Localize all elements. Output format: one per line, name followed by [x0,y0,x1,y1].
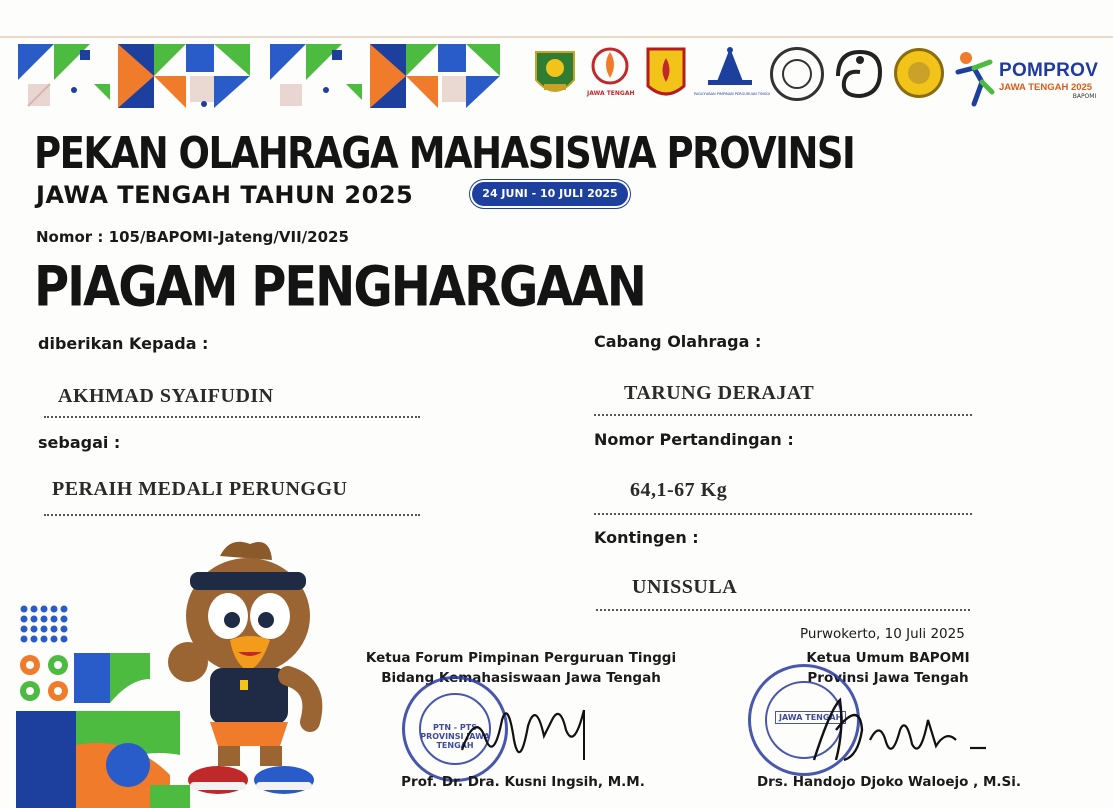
contingent-dotted-line [596,609,970,611]
place-date: Purwokerto, 10 Juli 2025 [800,626,965,642]
right-stamp: JAWA TENGAH [748,664,860,776]
right-signer-title-1: Ketua Umum BAPOMI [806,650,970,666]
jawa-tengah-emblem-icon [532,46,578,102]
as-value: PERAIH MEDALI PERUNGGU [52,478,348,500]
match-dotted-line [594,513,972,515]
contingent-value: UNISSULA [632,576,738,598]
as-dotted-line [44,514,420,516]
pomprov-mascot-icon [952,48,996,108]
as-label: sebagai : [38,433,121,452]
right-signature-icon [800,690,1000,774]
sport-label: Cabang Olahraga : [594,332,762,351]
left-stamp: PTN - PTS PROVINSI JAWA TENGAH [402,676,508,782]
contingent-label: Kontingen : [594,528,699,547]
certificate-number: Nomor : 105/BAPOMI-Jateng/VII/2025 [36,228,349,246]
right-signer-title-2: Provinsi Jawa Tengah [807,670,969,686]
certificate-heading: PIAGAM PENGHARGAAN [34,255,645,320]
koni-jawa-tengah-icon: JAWA TENGAH [587,46,633,102]
left-signature-icon [456,690,606,780]
left-signer-title-1: Ketua Forum Pimpinan Perguruan Tinggi [365,650,677,666]
borobudur-forum-icon: PAGUYUBAN PIMPINAN PERGURUAN TINGGI [694,44,766,104]
match-label: Nomor Pertandingan : [594,430,794,449]
top-border [0,36,1113,38]
recipient-label: diberikan Kepada : [38,334,209,353]
sport-dotted-line [594,414,972,416]
pomprov-logo: POMPROV JAWA TENGAH 2025 BAPOMI [999,60,1099,100]
event-subtitle: JAWA TENGAH TAHUN 2025 [36,181,414,209]
shield-emblem-icon [645,46,687,102]
match-value: 64,1-67 Kg [630,479,728,501]
right-signer-name: Drs. Handojo Djoko Waloejo , M.Si. [756,774,1022,790]
round-seal-icon [770,47,824,101]
recipient-value: AKHMAD SYAIFUDIN [58,385,274,407]
sport-value: TARUNG DERAJAT [624,382,815,404]
left-signer-title-2: Bidang Kemahasiswaan Jawa Tengah [381,670,661,686]
swirl-emblem-icon [832,46,886,102]
gold-seal-icon [894,48,944,98]
left-signer-name: Prof. Dr. Dra. Kusni Ingsih, M.M. [401,774,645,790]
geometric-banner [14,40,504,112]
recipient-dotted-line [44,416,420,418]
mascot-bird-icon [160,536,340,802]
event-title: PEKAN OLAHRAGA MAHASISWA PROVINSI [34,128,855,179]
date-badge: 24 JUNI - 10 JULI 2025 [472,182,628,206]
